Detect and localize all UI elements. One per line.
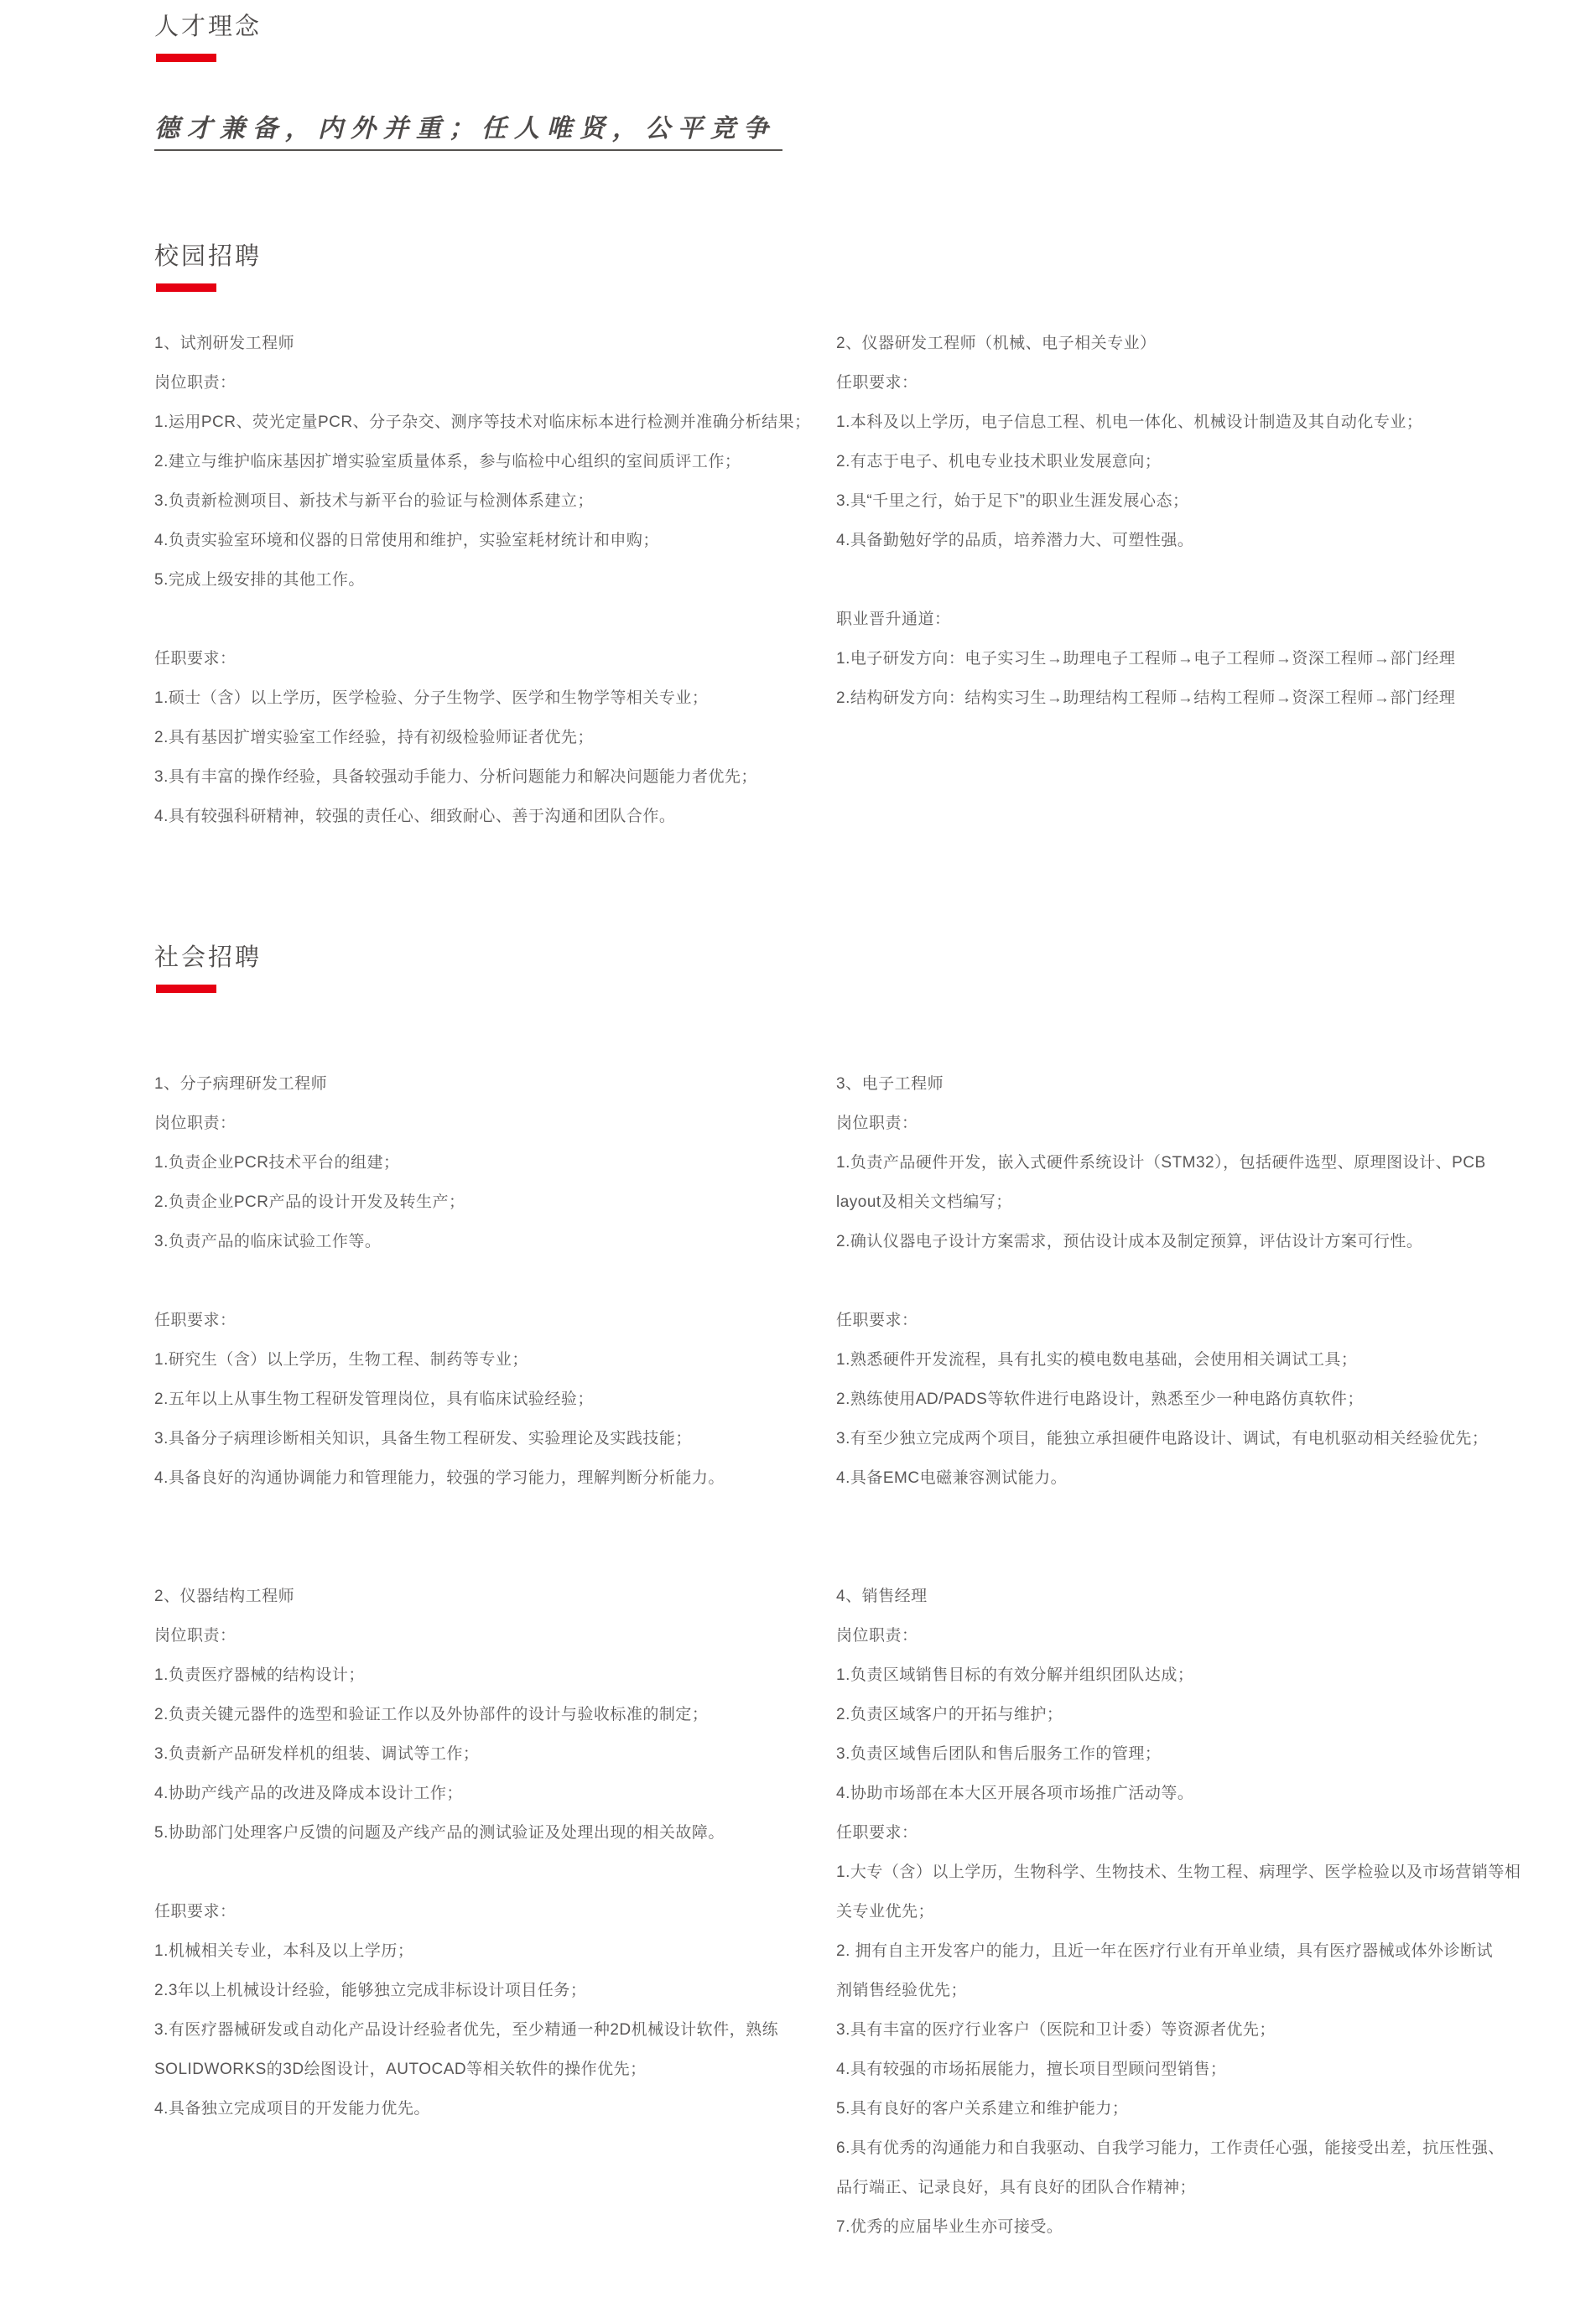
talent-slogan: 德才兼备，内外并重；任人唯贤，公平竞争 — [154, 114, 782, 151]
job-text-line: 1.本科及以上学历，电子信息工程、机电一体化、机械设计制造及其自动化专业； — [836, 413, 1423, 431]
job-text-line: 2、仪器研发工程师（机械、电子相关专业） — [836, 335, 1157, 352]
job-text-line: 3.有医疗器械研发或自动化产品设计经验者优先，至少精通一种2D机械设计软件，熟练 — [154, 2021, 779, 2039]
job-text-line: 2.3年以上机械设计经验，能够独立完成非标设计项目任务； — [154, 1982, 587, 1999]
job-text-group — [836, 600, 1486, 718]
job-text-line: 3.负责产品的临床试验工作等。 — [154, 1233, 382, 1250]
social-jobs-columns — [154, 1064, 1521, 2247]
social-jobs-left-column — [154, 1064, 788, 2128]
talent-slogan-row — [154, 114, 1496, 151]
job-text-group — [836, 1064, 1486, 1261]
job-text-line: 1.硕士（含）以上学历，医学检验、分子生物学、医学和生物学等相关专业； — [154, 689, 709, 707]
job-text-line: 2. 拥有自主开发客户的能力，且近一年在医疗行业有开单业绩，具有医疗器械或体外诊断试 — [836, 1942, 1494, 1960]
job-text-line: 1.负责区域销售目标的有效分解并组织团队达成； — [836, 1666, 1194, 1684]
talent-philosophy-heading: 人才理念 — [154, 13, 263, 40]
job-posting — [154, 1577, 788, 2128]
job-text-group — [154, 1577, 788, 1853]
job-posting — [836, 1577, 1521, 2247]
job-text-group — [836, 1577, 1521, 2247]
job-text-line: 7.优秀的应届毕业生亦可接受。 — [836, 2218, 1063, 2236]
job-text-line: 3.具“千里之行，始于足下”的职业生涯发展心态； — [836, 492, 1189, 510]
job-text-line: 3.有至少独立完成两个项目，能独立承担硬件电路设计、调试，有电机驱动相关经验优先； — [836, 1430, 1489, 1448]
job-text-group — [154, 324, 811, 600]
job-text-line: 6.具有优秀的沟通能力和自我驱动、自我学习能力，工作责任心强，能接受出差，抗压性强、 — [836, 2139, 1505, 2157]
campus-jobs-left-column — [154, 324, 811, 836]
job-text-line: 岗位职责： — [154, 1115, 237, 1132]
job-text-line: 3.负责新产品研发样机的组装、调试等工作； — [154, 1745, 480, 1763]
job-text-group — [154, 1064, 788, 1261]
job-text-line: 4.具备勤勉好学的品质，培养潜力大、可塑性强。 — [836, 532, 1194, 549]
job-text-line: 1.熟悉硬件开发流程，具有扎实的模电数电基础，会使用相关调试工具； — [836, 1351, 1358, 1369]
job-text-group — [154, 639, 788, 836]
job-text-line: 2.负责关键元器件的选型和验证工作以及外协部件的设计与验收标准的制定； — [154, 1706, 709, 1723]
job-text-line: 4.具有较强科研精神，较强的责任心、细致耐心、善于沟通和团队合作。 — [154, 808, 676, 825]
job-text-line: 1.电子研发方向：电子实习生→助理电子工程师→电子工程师→资深工程师→部门经理 — [836, 650, 1456, 668]
job-posting — [836, 324, 1486, 718]
job-text-line: 任职要求： — [836, 1824, 918, 1842]
job-text-line: 1、分子病理研发工程师 — [154, 1075, 328, 1093]
campus-jobs-right-column — [836, 324, 1486, 718]
job-text-line: 2.有志于电子、机电专业技术职业发展意向； — [836, 453, 1162, 470]
job-text-line: 4.具有较强的市场拓展能力，擅长项目型顾问型销售； — [836, 2061, 1227, 2078]
job-text-line: 剂销售经验优先； — [836, 1982, 968, 1999]
social-jobs-right-column — [836, 1064, 1521, 2247]
job-text-line: 3.具备分子病理诊断相关知识，具备生物工程研发、实验理论及实践技能； — [154, 1430, 692, 1448]
job-text-line: layout及相关文档编写； — [836, 1193, 1012, 1211]
job-text-line: SOLIDWORKS的3D绘图设计，AUTOCAD等相关软件的操作优先； — [154, 2061, 647, 2078]
job-text-line: 5.具有良好的客户关系建立和维护能力； — [836, 2100, 1129, 2118]
talent-philosophy-section — [154, 15, 1496, 151]
job-text-line: 4.协助产线产品的改进及降成本设计工作； — [154, 1785, 463, 1802]
job-text-line: 2、仪器结构工程师 — [154, 1588, 295, 1605]
job-text-line: 1.研究生（含）以上学历，生物工程、制药等专业； — [154, 1351, 528, 1369]
job-text-line: 2.负责企业PCR产品的设计开发及转生产； — [154, 1193, 465, 1211]
job-text-line: 1.负责产品硬件开发，嵌入式硬件系统设计（STM32），包括硬件选型、原理图设计、PCB — [836, 1154, 1486, 1172]
job-text-group — [154, 1892, 788, 2128]
job-text-line: 职业晋升通道： — [836, 611, 951, 628]
job-text-line: 3、电子工程师 — [836, 1075, 944, 1093]
job-text-line: 1.负责企业PCR技术平台的组建； — [154, 1154, 400, 1172]
job-text-line: 3.具有丰富的操作经验，具备较强动手能力、分析问题能力和解决问题能力者优先； — [154, 768, 757, 786]
job-text-group — [154, 1301, 788, 1498]
job-text-group — [836, 1301, 1489, 1498]
job-text-line: 任职要求： — [154, 650, 237, 668]
campus-jobs-columns — [154, 324, 1496, 836]
job-posting — [836, 1064, 1489, 1498]
job-text-line: 5.协助部门处理客户反馈的问题及产线产品的测试验证及处理出现的相关故障。 — [154, 1824, 725, 1842]
job-text-line: 岗位职责： — [154, 1627, 237, 1645]
job-text-line: 岗位职责： — [836, 1115, 918, 1132]
job-text-line: 4.具备独立完成项目的开发能力优先。 — [154, 2100, 430, 2118]
job-text-line: 2.结构研发方向：结构实习生→助理结构工程师→结构工程师→资深工程师→部门经理 — [836, 689, 1456, 707]
job-text-line: 4.协助市场部在本大区开展各项市场推广活动等。 — [836, 1785, 1194, 1802]
red-underline-bar — [156, 54, 216, 62]
social-recruitment-section — [154, 944, 1521, 2247]
job-text-line: 任职要求： — [836, 374, 918, 392]
job-text-line: 4、销售经理 — [836, 1588, 928, 1605]
job-text-line: 任职要求： — [154, 1312, 237, 1329]
campus-recruitment-heading: 校园招聘 — [154, 243, 263, 270]
job-text-line: 1.机械相关专业，本科及以上学历； — [154, 1942, 414, 1960]
job-text-line: 2.建立与维护临床基因扩增实验室质量体系，参与临检中心组织的室间质评工作； — [154, 453, 741, 470]
job-text-line: 岗位职责： — [836, 1627, 918, 1645]
job-text-line: 2.负责区域客户的开拓与维护； — [836, 1706, 1063, 1723]
careers-page — [154, 0, 1521, 2247]
job-posting — [154, 324, 811, 836]
job-text-line: 3.具有丰富的医疗行业客户（医院和卫计委）等资源者优先； — [836, 2021, 1276, 2039]
campus-recruitment-section — [154, 245, 1496, 836]
job-text-line: 关专业优先； — [836, 1903, 935, 1921]
job-text-line: 4.具备EMC电磁兼容测试能力。 — [836, 1469, 1068, 1487]
job-posting — [154, 1064, 788, 1498]
job-text-line: 2.五年以上从事生物工程研发管理岗位，具有临床试验经验； — [154, 1390, 594, 1408]
job-text-line: 2.熟练使用AD/PADS等软件进行电路设计，熟悉至少一种电路仿真软件； — [836, 1390, 1364, 1408]
job-text-line: 3.负责新检测项目、新技术与新平台的验证与检测体系建立； — [154, 492, 594, 510]
job-text-line: 品行端正、记录良好，具有良好的团队合作精神； — [836, 2179, 1197, 2196]
job-text-line: 3.负责区域售后团队和售后服务工作的管理； — [836, 1745, 1162, 1763]
job-text-line: 1.负责医疗器械的结构设计； — [154, 1666, 365, 1684]
job-text-line: 1.运用PCR、荧光定量PCR、分子杂交、测序等技术对临床标本进行检测并准确分析结果； — [154, 413, 811, 431]
job-text-line: 1.大专（含）以上学历，生物科学、生物技术、生物工程、病理学、医学检验以及市场营销等相 — [836, 1863, 1521, 1881]
job-text-line: 5.完成上级安排的其他工作。 — [154, 571, 365, 589]
job-text-line: 1、试剂研发工程师 — [154, 335, 295, 352]
job-text-line: 2.确认仪器电子设计方案需求，预估设计成本及制定预算，评估设计方案可行性。 — [836, 1233, 1423, 1250]
job-text-line: 任职要求： — [836, 1312, 918, 1329]
red-underline-bar — [156, 283, 216, 292]
job-text-line: 4.具备良好的沟通协调能力和管理能力，较强的学习能力，理解判断分析能力。 — [154, 1469, 725, 1487]
job-text-line: 2.具有基因扩增实验室工作经验，持有初级检验师证者优先； — [154, 729, 594, 746]
job-text-group — [836, 324, 1486, 560]
job-text-line: 4.负责实验室环境和仪器的日常使用和维护，实验室耗材统计和申购； — [154, 532, 659, 549]
job-text-line: 任职要求： — [154, 1903, 237, 1921]
job-text-line: 岗位职责： — [154, 374, 237, 392]
social-recruitment-heading: 社会招聘 — [154, 944, 263, 971]
red-underline-bar — [156, 985, 216, 993]
